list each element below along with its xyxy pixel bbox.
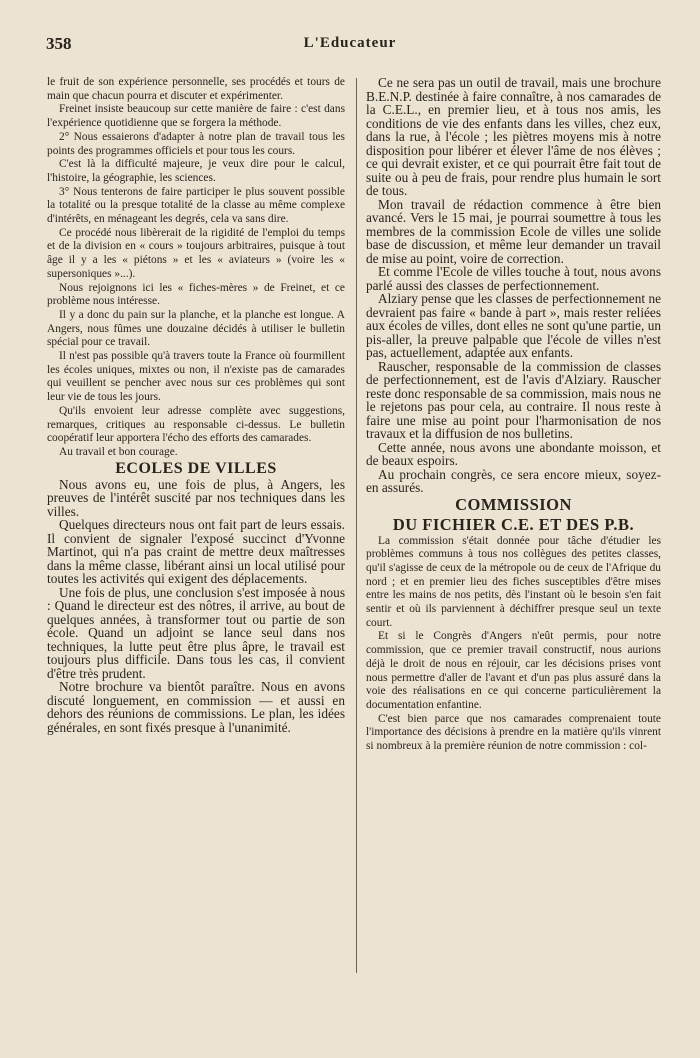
commission-text xyxy=(366,535,661,754)
paragraph: Cette année, nous avons une abondante moisson, et de beaux espoirs. xyxy=(366,439,661,468)
paragraph: Quelques directeurs nous ont fait part de leurs essais. Il convient de signaler l'exposé succinct d'Yvonne Martinot, qui n'a pas craint de mettre deux maîtresses dans la même classe, libérant ainsi un local utilisé pour toutes les activités qui exigent des déplacements. xyxy=(47,517,345,587)
column-divider xyxy=(356,78,357,973)
paragraph: Une fois de plus, une conclusion s'est imposée à nous : Quand le directeur est des nôtres, il arrive, au bout de quelques années, à transformer tout ou partie de son école. Quand un adjoint se lance seul dans nos techniques, la lutte peut être plus âpre, le travail est toujours plus difficile. Dans tous les cas, il convient d'être très prudent. xyxy=(47,584,345,681)
paragraph: Au prochain congrès, ce sera encore mieux, soyez-en assurés. xyxy=(366,466,661,495)
paragraph: Nous avons eu, une fois de plus, à Angers, les preuves de l'intérêt suscité par nos techniques dans les villes. xyxy=(47,476,345,519)
section-heading-ecoles-de-villes: ECOLES DE VILLES xyxy=(115,459,277,477)
paragraph: Ce ne sera pas un outil de travail, mais une brochure B.E.N.P. destinée à faire connaître, à nos camarades de la C.E.L., en premier lieu, et à tous nos amis, les conditions de vie des enfants dans les villes, chez eux, dans la rue, à l'école ; les piètres moyens mis à notre disposition pour libérer et élever l'âme de nos élèves ; ce qui devrait exister, et ce qui pourrait être fait tout de suite ou à peu de frais, pour rendre plus humain le sort de tous. xyxy=(366,75,661,198)
running-title: L'Educateur xyxy=(303,35,397,51)
paragraph: Nous rejoignons ici les « fiches-mères » de Freinet, et ce problème nous intéresse. xyxy=(47,281,345,308)
paragraph: 2° Nous essaierons d'adapter à notre plan de travail tous les points des programmes officiels et pour tous les cours. xyxy=(47,130,345,157)
intro-text xyxy=(47,76,345,460)
paragraph: C'est bien parce que nos camarades comprenaient toute l'importance des décisions à prendre en la matière qu'ils vinrent si nombreux à la première réunion de notre commission : col- xyxy=(366,712,661,753)
paragraph: le fruit de son expérience personnelle, ses procédés et tours de main que chacun pourra et discuter et expérimenter. xyxy=(47,76,345,102)
paragraph: Notre brochure va bientôt paraître. Nous en avons discuté longuement, en commission — et aussi en dehors des réunions de commissions. Le plan, les idées générales, en sont fixés presque à l'unanimité. xyxy=(47,679,345,735)
paragraph: Qu'ils envoient leur adresse complète avec suggestions, remarques, critiques au responsable ci-dessus. Le bulletin coopératif leur apportera l'écho des efforts des camarades. xyxy=(47,404,345,445)
paragraph: 3° Nous tenterons de faire participer le plus souvent possible la totalité ou la presque totalité de la classe au même complexe d'intérêts, en ménageant les degrés, cela va sans dire. xyxy=(47,185,345,226)
left-column xyxy=(47,76,345,734)
section-heading-commission-fichier xyxy=(366,495,661,535)
paragraph: Mon travail de rédaction commence à être bien avancé. Vers le 15 mai, je pourrai soumettre à tous les membres de la commission Ecole de villes une solide base de discussion, et même leur demander un travail de mise au point, voire de correction. xyxy=(366,196,661,266)
ecoles-villes-text-left xyxy=(47,478,345,735)
paragraph: Il y a donc du pain sur la planche, et la planche est longue. A Angers, nous fûmes une douzaine décidés à utiliser le bulletin spécial pour ce travail. xyxy=(47,308,345,349)
paragraph: Rauscher, responsable de la commission de classes de perfectionnement, est de l'avis d'Alziary. Rauscher reste donc responsable de sa commission, mais nous ne le rejetons pas pour cela, au contraire. Il nous reste à faire une mise au point pour l'harmonisation de nos travaux et la diffusion de nos bulletins. xyxy=(366,358,661,441)
paragraph: Il n'est pas possible qu'à travers toute la France où fourmillent les écoles uniques, mixtes ou non, il n'existe pas de camarades qui veuillent se pencher avec nous sur ces problèmes qui sont leur vie de tous les jours. xyxy=(47,350,345,404)
page-number: 358 xyxy=(46,34,72,53)
paragraph: Ce procédé nous libèrerait de la rigidité de l'emploi du temps et de la division en « cours » toujours arbitraires, puisque à tout âge il y a les « piétons » et les « aviateurs » (voire les « supersoniques »...). xyxy=(47,226,345,280)
paragraph: Au travail et bon courage. xyxy=(59,445,178,458)
page-header xyxy=(46,34,654,58)
right-column xyxy=(366,76,661,754)
paragraph: C'est là la difficulté majeure, je veux dire pour le calcul, l'histoire, la géographie, les sciences. xyxy=(47,158,345,184)
heading-line: DU FICHIER C.E. ET DES P.B. xyxy=(392,514,635,534)
paragraph: Alziary pense que les classes de perfectionnement ne devraient pas faire « bande à part », mais rester reliées aux écoles de villes, dont elles ne sont qu'une partie, un pis-aller, la preuve palpable que l'école de villes n'est pas, actuellement, adaptée aux enfants. xyxy=(366,291,661,360)
heading-line: COMMISSION xyxy=(455,494,572,514)
paragraph: Et si le Congrès d'Angers n'eût permis, pour notre commission, que ce premier travail constructif, nous aurions déjà le droit de nous en réjouir, car les décisions prises vont nous permettre d'aller de l'avant et d'un pas plus assuré dans la voie des réalisations en ce qui concerne particulièrement la documentation enfantine. xyxy=(366,630,661,711)
paragraph: Freinet insiste beaucoup sur cette manière de faire : c'est dans l'expérience quotidienne que se forgera la méthode. xyxy=(47,103,345,130)
paragraph: La commission s'était donnée pour tâche d'étudier les problèmes communs à tous nos collègues des petites classes, qu'il s'agisse de ceux de la métropole ou de ceux de l'Afrique du nord ; et en premier lieu des fiches susceptibles d'être mises entre les mains de nos petits, dès l'instant où le besoin s'en fait sentir et où ils parviennent à déchiffrer presque seul un texte court. xyxy=(366,534,661,629)
ecoles-villes-text-right xyxy=(366,76,661,495)
paragraph: Et comme l'Ecole de villes touche à tout, nous avons parlé aussi des classes de perfectionnement. xyxy=(366,264,661,293)
